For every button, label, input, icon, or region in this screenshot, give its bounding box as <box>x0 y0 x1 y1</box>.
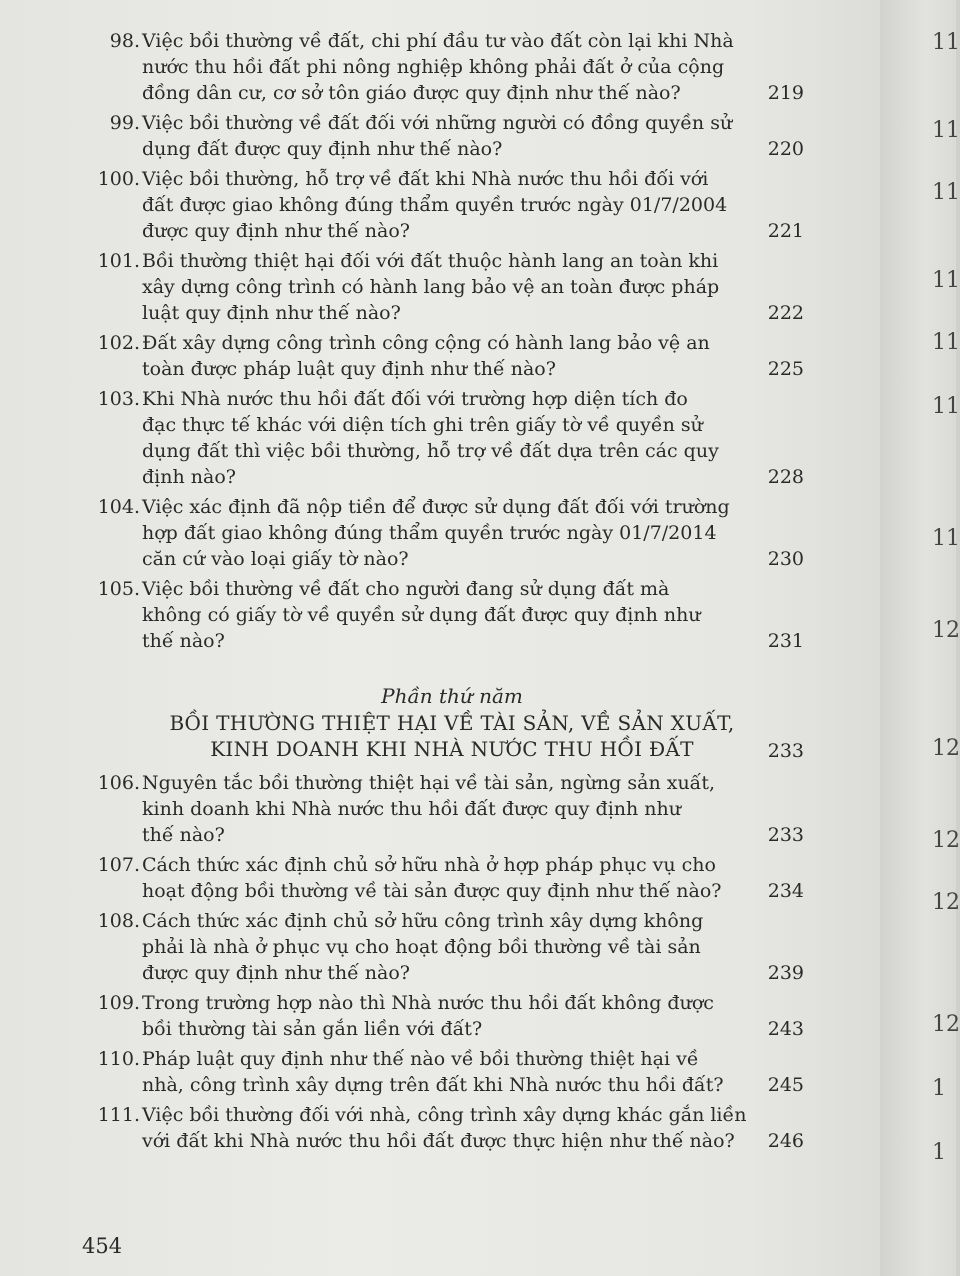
facing-page-number: 12 <box>932 618 960 643</box>
table-of-contents <box>92 28 812 1158</box>
entry-number: 99. <box>109 112 140 134</box>
entry-title-line: Trong trường hợp nào thì Nhà nước thu hồi đất không được <box>142 992 714 1014</box>
entry-number: 109. <box>97 992 140 1014</box>
entry-title-line: Khi Nhà nước thu hồi đất đối với trường hợp diện tích đo <box>142 388 688 410</box>
entry-page-number: 220 <box>767 138 804 160</box>
entry-title <box>142 494 778 572</box>
entry-page-number: 221 <box>767 220 804 242</box>
toc-entry <box>92 990 812 1042</box>
part-page-number: 233 <box>767 740 804 762</box>
toc-entry <box>92 770 812 848</box>
entry-title-line: kinh doanh khi Nhà nước thu hồi đất được quy định như <box>142 798 681 820</box>
toc-entry <box>92 28 812 106</box>
facing-page-number: 1 <box>932 1140 946 1165</box>
facing-page-number: 11 <box>932 394 960 419</box>
entry-title-line: không có giấy tờ về quyền sử dụng đất được quy định như <box>142 604 701 626</box>
page-number: 454 <box>82 1234 123 1258</box>
entry-title-line: đất được giao không đúng thẩm quyền trước ngày 01/7/2004 <box>142 194 728 216</box>
facing-page-number: 11 <box>932 330 960 355</box>
entry-title <box>142 576 778 654</box>
entry-title-line: căn cứ vào loại giấy tờ nào? <box>142 548 409 570</box>
toc-group-a <box>92 28 812 654</box>
entry-title <box>142 28 778 106</box>
part-label: Phần thứ năm <box>381 684 523 708</box>
entry-title-line: nước thu hồi đất phi nông nghiệp không phải đất ở của cộng <box>142 56 725 78</box>
entry-title-line: toàn được pháp luật quy định như thế nào? <box>142 358 556 380</box>
entry-title-line: Việc bồi thường đối với nhà, công trình xây dựng khác gắn liền <box>142 1104 747 1126</box>
entry-title <box>142 386 778 490</box>
entry-title-line: Đất xây dựng công trình công cộng có hành lang bảo vệ an <box>142 332 710 354</box>
entry-number: 101. <box>97 250 140 272</box>
facing-page-number: 1 <box>932 1076 946 1101</box>
facing-page-number: 11 <box>932 268 960 293</box>
entry-number: 103. <box>97 388 140 410</box>
facing-page-number: 11 <box>932 118 960 143</box>
entry-title-line: luật quy định như thế nào? <box>142 302 401 324</box>
entry-title <box>142 1102 778 1154</box>
facing-page-number: 11 <box>932 526 960 551</box>
entry-title-line: bồi thường tài sản gắn liền với đất? <box>142 1018 483 1040</box>
toc-entry <box>92 386 812 490</box>
entry-page-number: 246 <box>767 1130 804 1152</box>
entry-number: 102. <box>97 332 140 354</box>
entry-page-number: 233 <box>767 824 804 846</box>
entry-page-number: 234 <box>767 880 804 902</box>
entry-title-line: dụng đất thì việc bồi thường, hỗ trợ về đất dựa trên các quy <box>142 440 719 462</box>
entry-title-line: nhà, công trình xây dựng trên đất khi Nhà nước thu hồi đất? <box>142 1074 724 1096</box>
entry-number: 108. <box>97 910 140 932</box>
part-title-line: KINH DOANH KHI NHÀ NƯỚC THU HỒI ĐẤT <box>210 737 694 761</box>
entry-number: 100. <box>97 168 140 190</box>
entry-page-number: 225 <box>767 358 804 380</box>
toc-entry <box>92 494 812 572</box>
entry-page-number: 245 <box>767 1074 804 1096</box>
entry-title-line: hoạt động bồi thường về tài sản được quy định như thế nào? <box>142 880 722 902</box>
entry-title <box>142 330 778 382</box>
entry-title <box>142 110 778 162</box>
entry-title <box>142 852 778 904</box>
entry-page-number: 222 <box>767 302 804 324</box>
entry-title-line: phải là nhà ở phục vụ cho hoạt động bồi thường về tài sản <box>142 936 701 958</box>
entry-number: 110. <box>97 1048 140 1070</box>
entry-number: 107. <box>97 854 140 876</box>
entry-title-line: xây dựng công trình có hành lang bảo vệ an toàn được pháp <box>142 276 720 298</box>
entry-title <box>142 166 778 244</box>
entry-title-line: Bồi thường thiệt hại đối với đất thuộc hành lang an toàn khi <box>142 250 719 272</box>
entry-number: 111. <box>97 1104 140 1126</box>
entry-number: 105. <box>97 578 140 600</box>
toc-entry <box>92 166 812 244</box>
entry-title-line: Việc bồi thường về đất cho người đang sử dụng đất mà <box>142 578 670 600</box>
entry-title-line: thế nào? <box>142 824 225 846</box>
toc-entry <box>92 330 812 382</box>
entry-title <box>142 908 778 986</box>
entry-title <box>142 990 778 1042</box>
entry-title-line: Việc bồi thường về đất, chi phí đầu tư vào đất còn lại khi Nhà <box>142 30 734 52</box>
entry-page-number: 228 <box>767 466 804 488</box>
entry-title <box>142 248 778 326</box>
toc-entry <box>92 110 812 162</box>
entry-title <box>142 1046 778 1098</box>
part-heading <box>92 682 812 762</box>
entry-page-number: 243 <box>767 1018 804 1040</box>
entry-title-line: thế nào? <box>142 630 225 652</box>
entry-title-line: Nguyên tắc bồi thường thiệt hại về tài sản, ngừng sản xuất, <box>142 772 715 794</box>
entry-title-line: Việc bồi thường, hỗ trợ về đất khi Nhà nước thu hồi đối với <box>142 168 709 190</box>
entry-title <box>142 770 778 848</box>
part-title-line: BỒI THƯỜNG THIỆT HẠI VỀ TÀI SẢN, VỀ SẢN XUẤT, <box>169 711 735 735</box>
entry-number: 104. <box>97 496 140 518</box>
entry-title-line: Việc bồi thường về đất đối với những người có đồng quyền sử <box>142 112 733 134</box>
entry-title-line: Cách thức xác định chủ sở hữu công trình xây dựng không <box>142 910 704 932</box>
entry-number: 98. <box>109 30 140 52</box>
facing-page-number: 11 <box>932 180 960 205</box>
facing-page-number: 12 <box>932 1012 960 1037</box>
toc-entry <box>92 1046 812 1098</box>
entry-title-line: Việc xác định đã nộp tiền để được sử dụng đất đối với trường <box>142 496 730 518</box>
entry-title-line: Pháp luật quy định như thế nào về bồi thường thiệt hại về <box>142 1048 699 1070</box>
entry-title-line: với đất khi Nhà nước thu hồi đất được thực hiện như thế nào? <box>142 1130 735 1152</box>
toc-entry <box>92 1102 812 1154</box>
entry-title-line: định nào? <box>142 466 236 488</box>
facing-page-number: 12 <box>932 890 960 915</box>
entry-page-number: 219 <box>767 82 804 104</box>
entry-page-number: 230 <box>767 548 804 570</box>
entry-title-line: được quy định như thế nào? <box>142 220 410 242</box>
toc-entry <box>92 576 812 654</box>
facing-page-number: 12 <box>932 736 960 761</box>
entry-page-number: 239 <box>767 962 804 984</box>
entry-title-line: được quy định như thế nào? <box>142 962 410 984</box>
toc-group-b <box>92 770 812 1154</box>
entry-page-number: 231 <box>767 630 804 652</box>
entry-title-line: đạc thực tế khác với diện tích ghi trên giấy tờ về quyền sử <box>142 414 703 436</box>
entry-title-line: hợp đất giao không đúng thẩm quyền trước ngày 01/7/2014 <box>142 522 717 544</box>
part-title <box>92 710 812 762</box>
facing-page-number: 12 <box>932 828 960 853</box>
entry-title-line: Cách thức xác định chủ sở hữu nhà ở hợp pháp phục vụ cho <box>142 854 716 876</box>
entry-number: 106. <box>97 772 140 794</box>
entry-title-line: dụng đất được quy định như thế nào? <box>142 138 503 160</box>
facing-page-number: 11 <box>932 30 960 55</box>
entry-title-line: đồng dân cư, cơ sở tôn giáo được quy định như thế nào? <box>142 82 681 104</box>
toc-entry <box>92 248 812 326</box>
toc-entry <box>92 852 812 904</box>
toc-entry <box>92 908 812 986</box>
